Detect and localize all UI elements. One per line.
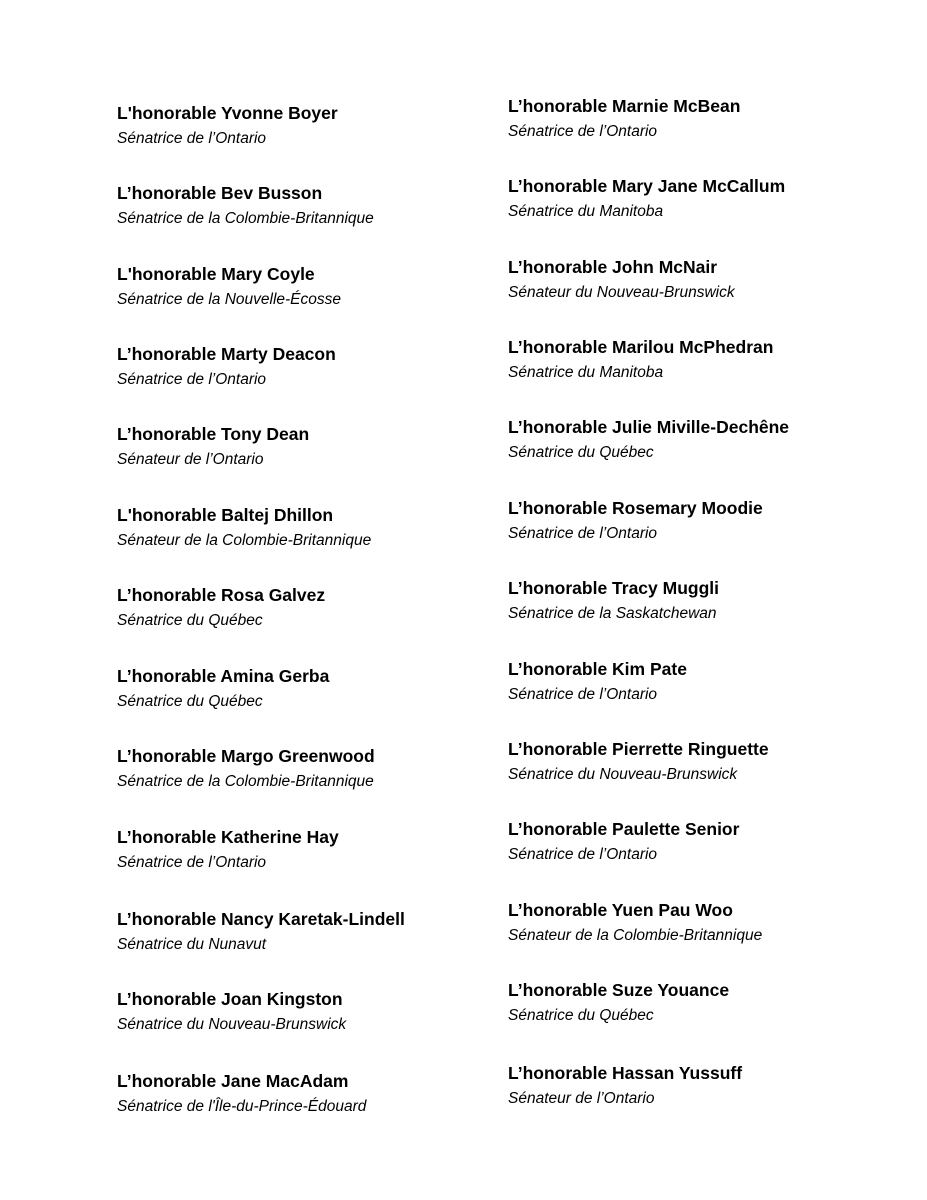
senator-title: Sénatrice du Manitoba: [508, 203, 664, 220]
senator-name: L’honorable Marilou McPhedran: [508, 337, 774, 357]
senator-title: Sénatrice du Nouveau-Brunswick: [508, 766, 738, 783]
senator-entry: [508, 257, 908, 317]
senator-name: L’honorable Yuen Pau Woo: [508, 900, 733, 920]
senator-title: Sénatrice du Québec: [508, 1007, 654, 1024]
senator-title: Sénatrice du Québec: [508, 444, 654, 461]
senator-name: L'honorable Yvonne Boyer: [117, 103, 338, 123]
senator-title: Sénateur du Nouveau-Brunswick: [508, 284, 735, 301]
senator-name: L’honorable Marty Deacon: [117, 344, 336, 364]
senator-title: Sénatrice de l’Ontario: [117, 130, 267, 147]
senator-entry: [508, 337, 908, 397]
senator-name: L’honorable Joan Kingston: [117, 989, 343, 1009]
senator-title: Sénatrice du Québec: [117, 612, 263, 629]
senator-name: L’honorable Jane MacAdam: [117, 1071, 349, 1091]
senator-name: L’honorable Rosa Galvez: [117, 585, 326, 605]
senator-entry: [117, 585, 517, 645]
senator-entry: [508, 578, 908, 638]
senator-name: L’honorable Kim Pate: [508, 659, 687, 679]
senator-name: L'honorable Mary Coyle: [117, 264, 315, 284]
senator-title: Sénatrice du Nouveau-Brunswick: [117, 1016, 347, 1033]
senator-entry: [508, 739, 908, 799]
senator-title: Sénatrice de la Colombie-Britannique: [117, 210, 374, 227]
senator-name: L’honorable Katherine Hay: [117, 827, 339, 847]
senator-title: Sénatrice du Nunavut: [117, 936, 267, 953]
senator-name: L’honorable Marnie McBean: [508, 96, 741, 116]
senator-entry: [508, 1063, 908, 1123]
senator-entry: [508, 498, 908, 558]
senator-entry: [508, 96, 908, 156]
senator-title: Sénatrice de la Nouvelle-Écosse: [117, 291, 342, 308]
senator-title: Sénatrice de l’Ontario: [117, 854, 267, 871]
senator-title: Sénatrice de l’Ontario: [508, 846, 658, 863]
senator-entry: [117, 424, 517, 484]
senator-entry: [117, 264, 517, 324]
senator-entry: [117, 989, 517, 1049]
senator-entry: [117, 505, 517, 565]
senator-name: L’honorable Paulette Senior: [508, 819, 740, 839]
senator-name: L’honorable Margo Greenwood: [117, 746, 375, 766]
senator-entry: [117, 1071, 517, 1131]
senator-name: L’honorable Pierrette Ringuette: [508, 739, 769, 759]
senator-title: Sénatrice de l’Ontario: [117, 371, 267, 388]
senator-entry: [508, 980, 908, 1040]
senator-title: Sénatrice de la Colombie-Britannique: [117, 773, 374, 790]
senator-title: Sénatrice de l’Ontario: [508, 686, 658, 703]
senator-name: L’honorable Julie Miville-Dechêne: [508, 417, 790, 437]
senator-title: Sénatrice de la Saskatchewan: [508, 605, 717, 622]
senator-name: L’honorable Hassan Yussuff: [508, 1063, 743, 1083]
senator-entry: [117, 103, 517, 163]
senator-name: L’honorable John McNair: [508, 257, 718, 277]
senator-entry: [508, 176, 908, 236]
senator-title: Sénatrice du Québec: [117, 693, 263, 710]
senator-name: L'honorable Baltej Dhillon: [117, 505, 334, 525]
senator-name: L’honorable Tracy Muggli: [508, 578, 719, 598]
senator-entry: [117, 827, 517, 887]
senator-entry: [508, 417, 908, 477]
senator-title: Sénateur de la Colombie-Britannique: [508, 927, 763, 944]
senator-title: Sénatrice du Manitoba: [508, 364, 664, 381]
senator-title: Sénatrice de l’Ontario: [508, 123, 658, 140]
senator-entry: [117, 746, 517, 806]
senator-title: Sénateur de l’Ontario: [508, 1090, 655, 1107]
senator-title: Sénateur de la Colombie-Britannique: [117, 532, 372, 549]
senator-entry: [117, 666, 517, 726]
senator-name: L’honorable Nancy Karetak-Lindell: [117, 909, 405, 929]
senator-title: Sénateur de l’Ontario: [117, 451, 264, 468]
senator-entry: [117, 909, 517, 969]
senator-entry: [508, 819, 908, 879]
senator-entry: [117, 183, 517, 243]
senator-entry: [117, 344, 517, 404]
senator-name: L’honorable Amina Gerba: [117, 666, 330, 686]
senator-entry: [508, 659, 908, 719]
senator-name: L’honorable Tony Dean: [117, 424, 310, 444]
senator-title: Sénatrice de l'Île-du-Prince-Édouard: [117, 1098, 367, 1115]
senator-name: L’honorable Suze Youance: [508, 980, 730, 1000]
senator-title: Sénatrice de l’Ontario: [508, 525, 658, 542]
senator-name: L’honorable Rosemary Moodie: [508, 498, 763, 518]
senator-entry: [508, 900, 908, 960]
senator-name: L’honorable Bev Busson: [117, 183, 323, 203]
senator-name: L’honorable Mary Jane McCallum: [508, 176, 786, 196]
